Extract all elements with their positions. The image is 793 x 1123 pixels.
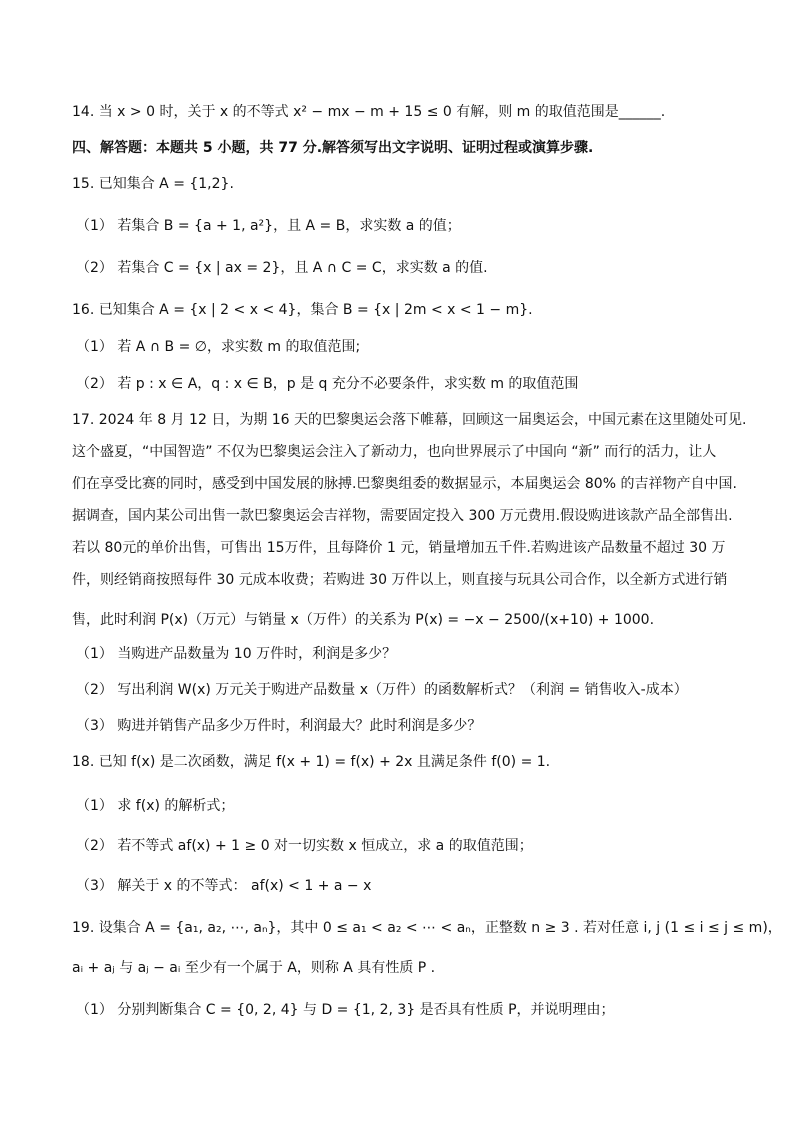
question-17-line-5: 若以 80元的单价出售，可售出 15万件，且每降价 1 元，销量增加五千件.若购进该产品数量不超过 30 万 xyxy=(72,540,726,556)
question-17-line-3: 们在享受比赛的同时，感受到中国发展的脉搏.巴黎奥组委的数据显示，本届奥运会 80% 的吉祥物产自中国. xyxy=(72,476,737,492)
question-18-part-1: （1） 求 f(x) 的解析式； xyxy=(76,798,235,814)
question-15: 15. 已知集合 A = {1,2}. xyxy=(72,176,234,192)
section-4-heading: 四、解答题：本题共 5 小题，共 77 分.解答须写出文字说明、证明过程或演算步骤. xyxy=(72,140,594,156)
question-19-line-2: aᵢ + aⱼ 与 aⱼ − aᵢ 至少有一个属于 A，则称 A 具有性质 P . xyxy=(72,960,436,976)
question-19-part-1: （1） 分别判断集合 C = {0, 2, 4} 与 D = {1, 2, 3} 是否具有性质 P，并说明理由； xyxy=(76,1002,615,1018)
question-14: 14. 当 x > 0 时，关于 x 的不等式 x² − mx − m + 15 ≤ 0 有解，则 m 的取值范围是______. xyxy=(72,104,666,120)
question-18-part-3: （3） 解关于 x 的不等式： af(x) < 1 + a − x xyxy=(76,878,372,894)
question-17-line-6: 件，则经销商按照每件 30 元成本收费；若购进 30 万件以上，则直接与玩具公司合作，以全新方式进行销 xyxy=(72,572,728,588)
question-19-line-1: 19. 设集合 A = {a₁, a₂, ⋯, aₙ}，其中 0 ≤ a₁ < a₂ < ⋯ < aₙ，正整数 n ≥ 3 . 若对任意 i, j (1 ≤ i ≤ j ≤ m)， xyxy=(72,920,782,936)
question-17-line-1: 17. 2024 年 8 月 12 日，为期 16 天的巴黎奥运会落下帷幕，回顾这一届奥运会，中国元素在这里随处可见. xyxy=(72,412,747,428)
question-16: 16. 已知集合 A = {x | 2 < x < 4}，集合 B = {x | 2m < x < 1 − m}. xyxy=(72,302,533,318)
question-17-part-1: （1） 当购进产品数量为 10 万件时，利润是多少？ xyxy=(76,646,397,662)
question-17-part-3: （3） 购进并销售产品多少万件时，利润最大？此时利润是多少？ xyxy=(76,718,482,734)
question-17-part-2: （2） 写出利润 W(x) 万元关于购进产品数量 x（万件）的函数解析式？（利润 = 销售收入-成本） xyxy=(76,682,688,698)
question-18-part-2: （2） 若不等式 af(x) + 1 ≥ 0 对一切实数 x 恒成立，求 a 的取值范围； xyxy=(76,838,533,854)
question-15-part-2: （2） 若集合 C = {x | ax = 2}，且 A ∩ C = C，求实数 a 的值. xyxy=(76,260,488,276)
question-17-line-4: 据调查，国内某公司出售一款巴黎奥运会吉祥物，需要固定投入 300 万元费用.假设购进该款产品全部售出. xyxy=(72,508,733,524)
question-16-part-2: （2） 若 p : x ∈ A，q : x ∈ B，p 是 q 充分不必要条件，求实数 m 的取值范围 xyxy=(76,376,579,392)
question-15-part-1: （1） 若集合 B = {a + 1, a²}，且 A = B，求实数 a 的值； xyxy=(76,218,461,234)
question-17-line-7: 售，此时利润 P(x)（万元）与销量 x（万件）的关系为 P(x) = −x − 2500/(x+10) + 1000. xyxy=(72,612,655,628)
question-18: 18. 已知 f(x) 是二次函数，满足 f(x + 1) = f(x) + 2x 且满足条件 f(0) = 1. xyxy=(72,754,551,770)
question-17-line-2: 这个盛夏，“中国智造” 不仅为巴黎奥运会注入了新动力，也向世界展示了中国向 “新” 而行的活力，让人 xyxy=(72,444,717,460)
question-16-part-1: （1） 若 A ∩ B = ∅，求实数 m 的取值范围; xyxy=(76,339,361,355)
